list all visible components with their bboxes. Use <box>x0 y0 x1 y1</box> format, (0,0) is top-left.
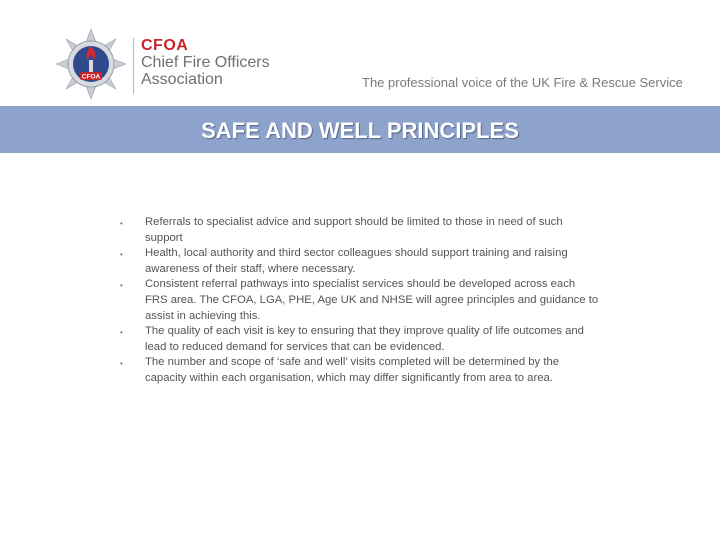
bullet-item-2 <box>120 246 600 277</box>
tagline: The professional voice of the UK Fire & Rescue Service <box>362 75 683 90</box>
header-divider <box>133 38 134 94</box>
bullet-item-4 <box>120 324 600 355</box>
bullet-text: The quality of each visit is key to ensuring that they improve quality of life outcomes and lead to reduced demand for services that can be evidenced. <box>145 325 584 353</box>
bullet-dot: • <box>120 250 123 260</box>
bullet-dot: • <box>120 219 123 228</box>
bullet-item-3 <box>120 277 600 324</box>
bullet-dot: • <box>120 328 123 338</box>
bullet-dot: • <box>120 281 123 291</box>
crest-label: CFOA <box>81 73 101 81</box>
org-acronym: CFOA <box>141 37 189 54</box>
org-name-line-2: Association <box>141 71 223 88</box>
bullet-text: The number and scope of ‘safe and well’ visits completed will be determined by the capacity within each organisation, which may differ significantly from area to area. <box>145 356 560 384</box>
bullet-text: Health, local authority and third sector colleagues should support training and raising awareness of their staff, where necessary. <box>145 247 568 275</box>
bullet-text: Consistent referral pathways into specialist services should be developed across each FRS area. The CFOA, LGA, PHE, Age UK and NHSE will agree principles and guidance to assist in achieving this. <box>145 278 599 322</box>
org-name-line-1: Chief Fire Officers <box>141 54 270 71</box>
org-name-block <box>141 38 270 88</box>
cfoa-crest-logo <box>55 28 127 100</box>
slide-title: SAFE AND WELL PRINCIPLES <box>201 118 519 143</box>
slide-header <box>0 0 720 106</box>
title-banner <box>0 106 720 153</box>
bullet-item-5 <box>120 355 600 386</box>
bullet-item-1 <box>120 215 600 246</box>
bullet-list <box>120 215 600 387</box>
bullet-dot: • <box>120 359 123 369</box>
bullet-text: Referrals to specialist advice and support should be limited to those in need of such support <box>145 216 563 244</box>
